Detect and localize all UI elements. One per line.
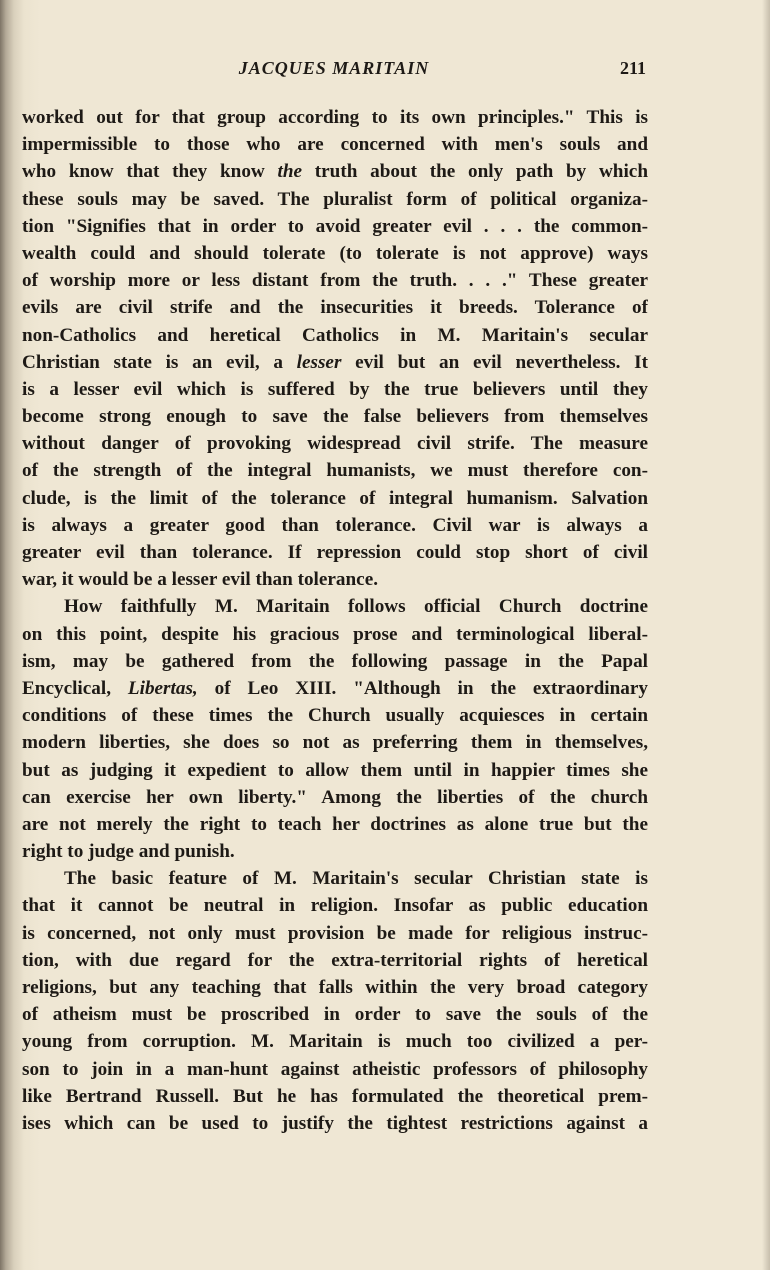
running-title: JACQUES MARITAIN [238,58,430,78]
text-line: right to judge and punish. [22,841,235,863]
text-line: ism, may be gathered from the following passage in the Papal [22,650,648,672]
text-line: is a lesser evil which is suffered by the true believers until they [22,378,648,400]
paragraph [22,104,648,593]
page-edge-shadow [762,0,770,1270]
text-line: war, it would be a lesser evil than tolerance. [22,569,379,591]
italic-text: lesser [296,351,342,373]
text-line: like Bertrand Russell. But he has formulated the theoretical prem- [22,1085,648,1107]
body-text [22,104,648,1137]
text-line: tion, with due regard for the extra-territorial rights of heretical [22,949,648,971]
text-line: non-Catholics and heretical Catholics in M. Maritain's secular [22,324,648,346]
text-line: religions, but any teaching that falls within the very broad category [22,977,648,998]
page-header [22,58,646,86]
text-line: wealth could and should tolerate (to tolerate is not approve) ways [22,242,648,264]
text-line: ises which can be used to justify the tightest restrictions against a [22,1112,648,1134]
italic-text: Libertas, [127,677,198,699]
text-line: evils are civil strife and the insecurities it breeds. Tolerance of [22,297,648,319]
text-line: young from corruption. M. Maritain is much too civilized a per- [22,1031,648,1053]
text-line: Encyclical, Libertas, of Leo XIII. "Although in the extraordinary [22,677,648,699]
text-line: these souls may be saved. The pluralist form of political organiza- [22,188,648,210]
text-line: but as judging it expedient to allow them until in happier times she [22,759,648,781]
text-line: conditions of these times the Church usually acquiesces in certain [22,705,648,727]
page-number: 211 [619,58,646,78]
italic-text: the [277,161,303,183]
text-line: of atheism must be proscribed in order to save the souls of the [22,1004,648,1026]
text-line: impermissible to those who are concerned with men's souls and [22,134,648,156]
text-line: of worship more or less distant from the truth. . . ." These greater [22,270,648,292]
text-line: on this point, despite his gracious prose and terminological liberal- [22,623,648,645]
text-line: Christian state is an evil, a lesser evil but an evil nevertheless. It [22,351,648,373]
text-line: is concerned, not only must provision be made for religious instruc- [22,922,648,944]
text-line: clude, is the limit of the tolerance of integral humanism. Salvation [22,487,648,509]
text-line: become strong enough to save the false believers from themselves [22,406,648,428]
text-line: son to join in a man-hunt against atheistic professors of philosophy [22,1058,648,1080]
text-line: that it cannot be neutral in religion. Insofar as public education [22,895,648,917]
text-line: of the strength of the integral humanists, we must therefore con- [22,460,648,482]
text-line: modern liberties, she does so not as preferring them in themselves, [22,732,648,754]
paragraph [22,593,648,865]
text-line: who know that they know the truth about the only path by which [22,161,648,183]
text-line: without danger of provoking widespread civil strife. The measure [22,433,648,455]
text-line: tion "Signifies that in order to avoid greater evil . . . the common- [22,215,648,237]
text-line: The basic feature of M. Maritain's secular Christian state is [64,868,648,890]
text-line: are not merely the right to teach her doctrines as alone true but the [22,813,648,835]
text-line: can exercise her own liberty." Among the liberties of the church [22,786,648,808]
text-line: How faithfully M. Maritain follows official Church doctrine [64,596,648,618]
text-line: worked out for that group according to its own principles." This is [22,107,648,128]
text-line: greater evil than tolerance. If repression could stop short of civil [22,542,648,563]
paragraph [22,865,648,1137]
text-line: is always a greater good than tolerance. Civil war is always a [22,514,648,536]
